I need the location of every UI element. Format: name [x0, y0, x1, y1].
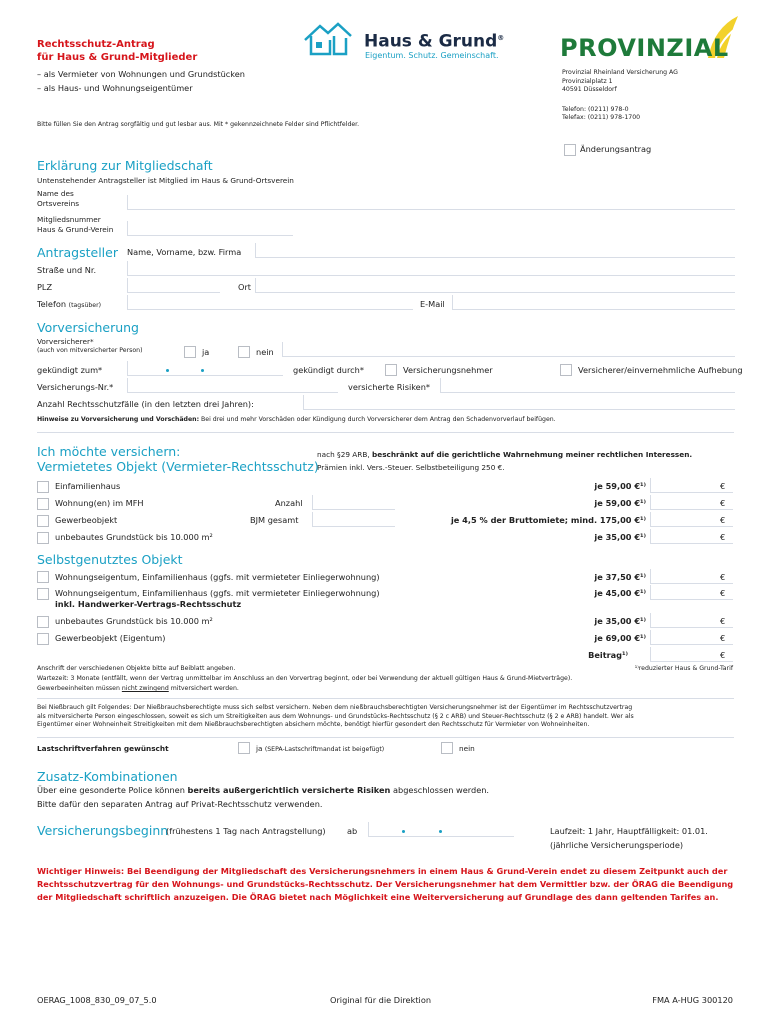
rented-option-checkbox[interactable]	[37, 532, 49, 544]
house-icon	[302, 20, 354, 58]
euro-sign: €	[720, 588, 726, 598]
form-number: FMA A-HUG 300120	[652, 995, 733, 1005]
premium-label: Beitrag¹⁾	[588, 650, 628, 660]
euro-sign: €	[720, 481, 726, 491]
change-request-label: Änderungsantrag	[580, 144, 652, 154]
divider	[37, 737, 734, 738]
euro-sign: €	[720, 616, 726, 626]
rented-option-price: je 59,00 €¹⁾	[594, 498, 646, 508]
rented-option-price: je 59,00 €¹⁾	[594, 481, 646, 491]
haus-grund-tagline: Eigentum. Schutz. Gemeinschaft.	[365, 51, 499, 60]
insured-risks-field[interactable]	[440, 378, 735, 393]
street-field[interactable]	[127, 261, 735, 276]
start-date-field[interactable]	[368, 822, 514, 837]
email-field[interactable]	[452, 295, 735, 310]
self-option-price: je 69,00 €¹⁾	[594, 633, 646, 643]
euro-sign: €	[720, 515, 726, 525]
rented-option-label: Gewerbeobjekt	[55, 515, 118, 525]
combo-line1: Über eine gesonderte Police können bereits außergerichtlich versicherte Risiken abgeschlossen werden.	[37, 785, 490, 795]
member-number-field[interactable]	[127, 221, 293, 236]
direct-debit-no-label: nein	[459, 744, 475, 753]
prior-insurer-field[interactable]	[282, 342, 735, 357]
membership-intro: Untenstehender Antragsteller ist Mitglied im Haus & Grund-Ortsverein	[37, 176, 294, 185]
rented-option-label: unbebautes Grundstück bis 10.000 m²	[55, 532, 213, 542]
city-field[interactable]	[255, 278, 735, 293]
waiting-period-note: Wartezeit: 3 Monate (entfällt, wenn der Vertrag unmittelbar im Anschluss an den Vorvertrag beginnt, oder bei Verwendung der aktuell gültigen Haus & Grund-Mietverträge).	[37, 675, 573, 682]
warning-notice: Wichtiger Hinweis: Bei Beendigung der Mitgliedschaft des Versicherungsnehmers in einem Haus & Grund-Verein endet zu diesem Zeitpunkt auch der Rechtsschutzvertrag für den Wohnungs- und Grundstücks-Rechtsschutz. Der Versicherungsnehmer hat dem Vermittler bzw. der ÖRAG die Beendigung der Mitgliedschaft schriftlich anzuzeigen. Die ÖRAG bietet nach Möglichkeit eine Weiterversicherung auf Grundlage des dann geltenden Tarifes an.	[37, 866, 734, 902]
start-sub-label: (frühestens 1 Tag nach Antragstellung)	[166, 826, 326, 836]
provinzial-logo	[560, 14, 750, 64]
membership-section-title: Erklärung zur Mitgliedschaft	[37, 158, 213, 173]
start-section-title: Versicherungsbeginn	[37, 823, 169, 838]
prior-yes-label: ja	[202, 347, 210, 357]
cancel-date-field[interactable]	[127, 361, 283, 376]
prior-no-checkbox[interactable]	[238, 346, 250, 358]
cancel-by-insurer-label: Versicherer/einvernehmliche Aufhebung	[578, 365, 743, 375]
count-label: Anzahl	[275, 498, 303, 508]
self-option-checkbox[interactable]	[37, 633, 49, 645]
term-info: Laufzeit: 1 Jahr, Hauptfälligkeit: 01.01. (jährliche Versicherungsperiode)	[550, 826, 708, 850]
prior-insurance-section-title: Vorversicherung	[37, 320, 139, 335]
annual-rent-field[interactable]	[312, 512, 395, 527]
prior-no-label: nein	[256, 347, 274, 357]
insure-section-title: Ich möchte versichern: Vermietetes Objekt (Vermieter-Rechtsschutz)	[37, 444, 319, 474]
title-line2: für Haus & Grund-Mitglieder	[37, 52, 198, 63]
cancel-by-holder-checkbox[interactable]	[385, 364, 397, 376]
fill-hint: Bitte füllen Sie den Antrag sorgfältig und gut lesbar aus. Mit * gekennzeichnete Felder sind Pflichtfelder.	[37, 121, 360, 128]
direct-debit-no-checkbox[interactable]	[441, 742, 453, 754]
annual-rent-label: BJM gesamt	[250, 515, 299, 525]
name-label: Name, Vorname, bzw. Firma	[127, 247, 242, 257]
applicant-section-title: Antragsteller	[37, 245, 118, 260]
self-option-checkbox[interactable]	[37, 588, 49, 600]
rented-option-checkbox[interactable]	[37, 481, 49, 493]
cancel-by-insurer-checkbox[interactable]	[560, 364, 572, 376]
city-label: Ort	[238, 282, 252, 292]
rented-option-label: Wohnung(en) im MFH	[55, 498, 144, 508]
direct-debit-label: Lastschriftverfahren gewünscht	[37, 744, 169, 753]
policy-number-label: Versicherungs-Nr.*	[37, 382, 114, 392]
euro-sign: €	[720, 498, 726, 508]
name-field[interactable]	[255, 243, 735, 258]
self-option-label: Gewerbeobjekt (Eigentum)	[55, 633, 166, 643]
phone-field[interactable]	[127, 295, 413, 310]
direct-debit-yes-checkbox[interactable]	[238, 742, 250, 754]
audience-item: – als Vermieter von Wohnungen und Grundstücken	[37, 69, 245, 79]
audience-item: – als Haus- und Wohnungseigentümer	[37, 83, 193, 93]
insure-conditions: nach §29 ARB, beschränkt auf die gerichtliche Wahrnehmung meiner rechtlichen Interessen. Prämien inkl. Vers.-Steuer. Selbstbeteiligung 250 €.	[317, 450, 693, 472]
plz-field[interactable]	[127, 278, 220, 293]
haus-grund-brand: Haus & Grund®	[364, 31, 505, 52]
self-option-price: je 37,50 €¹⁾	[594, 572, 646, 582]
street-label: Straße und Nr.	[37, 265, 97, 275]
euro-sign: €	[720, 633, 726, 643]
prior-hint: Hinweise zu Vorversicherung und Vorschäden: Bei drei und mehr Vorschäden oder Kündigung durch Vorversicherer dem Antrag den Schadenvorverlauf beifügen.	[37, 416, 556, 423]
provinzial-brand: PROVINZIAL	[560, 34, 729, 62]
combo-section-title: Zusatz-Kombinationen	[37, 769, 178, 784]
form-code: OERAG_1008_830_09_07_5.0	[37, 995, 157, 1005]
cancel-by-label: gekündigt durch*	[293, 365, 364, 375]
count-field[interactable]	[312, 495, 395, 510]
claims-count-field[interactable]	[303, 395, 735, 410]
rented-option-label: Einfamilienhaus	[55, 481, 121, 491]
title-line1: Rechtsschutz-Antrag	[37, 39, 155, 50]
member-number-label: Mitgliedsnummer Haus & Grund-Verein	[37, 215, 114, 234]
self-used-section-title: Selbstgenutztes Objekt	[37, 552, 183, 567]
form-title	[37, 38, 197, 64]
rented-option-checkbox[interactable]	[37, 498, 49, 510]
euro-sign: €	[720, 572, 726, 582]
policy-number-field[interactable]	[127, 378, 338, 393]
address-note: Anschrift der verschiedenen Objekte bitte auf Beiblatt angeben.	[37, 665, 236, 672]
self-option-price: je 35,00 €¹⁾	[594, 616, 646, 626]
claims-count-label: Anzahl Rechtsschutzfälle (in den letzten drei Jahren):	[37, 399, 254, 409]
divider	[37, 432, 734, 433]
euro-sign: €	[720, 532, 726, 542]
rented-option-checkbox[interactable]	[37, 515, 49, 527]
self-option-checkbox[interactable]	[37, 616, 49, 628]
combo-line2: Bitte dafür den separaten Antrag auf Privat-Rechtsschutz verwenden.	[37, 799, 323, 809]
commercial-note: Gewerbeeinheiten müssen nicht zwingend mitversichert werden.	[37, 685, 239, 692]
usufruct-note: Bei Nießbrauch gilt Folgendes: Der Nießbrauchsberechtigte muss sich selbst versichern. Neben dem nießbrauchsberechtigten Versicherungsnehmer ist der Eigentümer im Rechtsschutzvertrag als mitversicherte Person eingeschlossen, soweit es sich um Streitigkeiten aus dem Wohnungs- und Grundstücks-Rechtsschutz (§ 2 c ARB) und Steuer-Rechtsschutz (§ 2 e ARB) handelt. Wer als Eigentümer einer Wohneinheit Streitigkeiten mit dem Nießbrauchsberechtigten absichern möchte, benötigt hierfür gesondert den Rechtsschutz für Vermieter von Wohneinheiten.	[37, 704, 634, 728]
plz-label: PLZ	[37, 282, 53, 292]
email-label: E-Mail	[420, 299, 445, 309]
self-option-label: Wohnungseigentum, Einfamilienhaus (ggfs. mit vermieteter Einliegerwohnung) inkl. Handwerker-Vertrags-Rechtsschutz	[55, 588, 380, 609]
phone-label: Telefon (tagsüber)	[37, 299, 102, 309]
cancel-by-holder-label: Versicherungsnehmer	[403, 365, 493, 375]
copy-label: Original für die Direktion	[330, 995, 432, 1005]
insurer-address: Provinzial Rheinland Versicherung AG Provinzialplatz 1 40591 Düsseldorf Telefon: (0211) 978-0 Telefax: (0211) 978-1700	[562, 69, 678, 121]
prior-insurer-label: Vorversicherer* (auch von mitversicherter Person)	[37, 337, 143, 354]
self-option-label: Wohnungseigentum, Einfamilienhaus (ggfs. mit vermieteter Einliegerwohnung)	[55, 572, 380, 582]
change-request-checkbox[interactable]	[564, 144, 576, 156]
direct-debit-yes-label: ja (SEPA-Lastschriftmandat ist beigefügt)	[256, 744, 385, 753]
haus-grund-logo	[302, 20, 354, 62]
insured-risks-label: versicherte Risiken*	[348, 382, 431, 392]
self-option-checkbox[interactable]	[37, 571, 49, 583]
cancel-date-label: gekündigt zum*	[37, 365, 103, 375]
start-from-label: ab	[347, 826, 358, 836]
club-name-label: Name des Ortsvereins	[37, 189, 79, 208]
rented-option-price: je 4,5 % der Bruttomiete; mind. 175,00 €¹⁾	[450, 515, 646, 525]
tariff-footnote: ¹⁾reduzierter Haus & Grund-Tarif	[634, 665, 733, 672]
euro-sign: €	[720, 650, 726, 660]
divider	[37, 698, 734, 699]
club-name-field[interactable]	[127, 195, 735, 210]
self-option-price: je 45,00 €¹⁾	[594, 588, 646, 598]
self-option-label: unbebautes Grundstück bis 10.000 m²	[55, 616, 213, 626]
rented-option-price: je 35,00 €¹⁾	[594, 532, 646, 542]
prior-yes-checkbox[interactable]	[184, 346, 196, 358]
audience-list	[37, 69, 245, 94]
